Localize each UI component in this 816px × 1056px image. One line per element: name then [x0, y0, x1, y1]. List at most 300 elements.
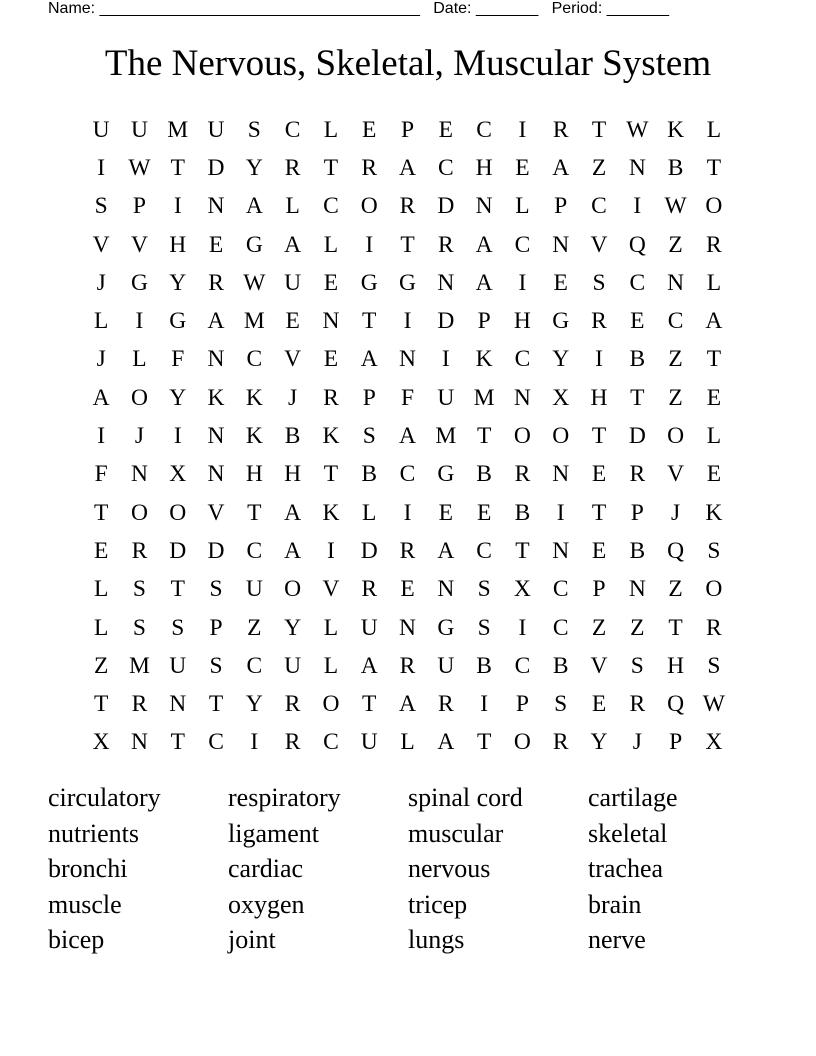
grid-letter: E — [515, 154, 530, 181]
grid-letter: N — [552, 231, 570, 258]
grid-letter: S — [554, 691, 568, 718]
grid-letter: P — [209, 614, 223, 641]
grid-letter: S — [247, 116, 261, 143]
grid-letter: N — [130, 729, 148, 756]
grid-letter: A — [245, 193, 263, 220]
grid-letter: A — [284, 231, 302, 258]
grid-letter: V — [590, 231, 608, 258]
grid-letter: I — [403, 499, 412, 526]
grid-letter: I — [135, 308, 144, 335]
grid-letter: G — [437, 614, 455, 641]
word-list-item: joint — [228, 925, 276, 955]
grid-letter: S — [592, 269, 606, 296]
grid-letter: O — [705, 193, 723, 220]
grid-letter: H — [245, 461, 263, 488]
grid-letter: M — [473, 384, 495, 411]
grid-letter: Z — [630, 614, 645, 641]
grid-letter: Z — [247, 614, 262, 641]
grid-letter: M — [243, 308, 265, 335]
grid-letter: M — [128, 652, 150, 679]
grid-letter: Y — [552, 346, 570, 373]
grid-letter: Q — [667, 537, 685, 564]
grid-letter: F — [171, 346, 185, 373]
grid-letter: I — [250, 729, 259, 756]
grid-letter: L — [515, 193, 530, 220]
grid-letter: L — [323, 116, 339, 143]
grid-letter: O — [130, 499, 148, 526]
grid-letter: J — [671, 499, 681, 526]
grid-letter: N — [399, 614, 417, 641]
grid-letter: J — [134, 423, 145, 450]
grid-letter: E — [93, 537, 109, 564]
grid-letter: C — [552, 576, 569, 603]
grid-letter: N — [207, 346, 225, 373]
grid-letter: W — [128, 154, 151, 181]
grid-letter: N — [169, 691, 187, 718]
grid-letter: F — [94, 461, 108, 488]
grid-letter: S — [477, 576, 491, 603]
grid-letter: P — [400, 116, 415, 143]
grid-letter: I — [173, 423, 182, 450]
word-list-item: muscular — [408, 818, 504, 848]
grid-letter: I — [518, 614, 527, 641]
grid-letter: A — [475, 231, 493, 258]
grid-letter: S — [171, 614, 185, 641]
grid-letter: C — [514, 346, 531, 373]
grid-letter: T — [706, 154, 722, 181]
grid-letter: I — [327, 537, 335, 564]
word-list-item: bronchi — [48, 854, 128, 884]
grid-letter: N — [207, 423, 225, 450]
grid-letter: T — [515, 537, 530, 564]
grid-letter: H — [590, 384, 608, 411]
grid-letter: A — [399, 423, 417, 450]
grid-letter: E — [591, 691, 607, 718]
grid-letter: L — [362, 499, 377, 526]
grid-letter: E — [438, 116, 453, 143]
grid-letter: U — [437, 384, 455, 411]
grid-letter: C — [667, 308, 684, 335]
grid-letter: I — [441, 346, 450, 373]
word-list-item: lungs — [408, 925, 465, 955]
grid-letter: N — [207, 193, 225, 220]
grid-letter: V — [92, 231, 110, 258]
grid-letter: T — [323, 461, 339, 488]
grid-letter: T — [362, 308, 377, 335]
grid-letter: R — [629, 461, 646, 488]
grid-letter: R — [131, 691, 148, 718]
grid-letter: U — [92, 116, 110, 143]
grid-letter: S — [132, 614, 146, 641]
grid-letter: A — [399, 154, 417, 181]
grid-letter: R — [284, 154, 301, 181]
grid-letter: T — [630, 384, 645, 411]
grid-letter: V — [667, 461, 685, 488]
grid-letter: Z — [668, 231, 683, 258]
word-list-item: tricep — [408, 889, 468, 919]
grid-letter: V — [590, 652, 608, 679]
grid-letter: E — [553, 269, 568, 296]
grid-letter: P — [669, 729, 683, 756]
grid-letter: K — [245, 423, 263, 450]
grid-letter: L — [93, 576, 109, 603]
word-list — [48, 780, 768, 958]
grid-letter: T — [591, 499, 607, 526]
grid-letter: H — [513, 308, 531, 335]
grid-letter: I — [518, 116, 527, 143]
grid-letter: P — [132, 193, 146, 220]
grid-letter: K — [245, 384, 263, 411]
grid-letter: H — [475, 154, 493, 181]
grid-letter: C — [514, 231, 531, 258]
grid-letter: N — [437, 576, 455, 603]
grid-letter: A — [705, 308, 723, 335]
grid-letter: D — [207, 537, 225, 564]
grid-letter: O — [284, 576, 302, 603]
grid-letter: P — [554, 193, 568, 220]
grid-letter: E — [323, 346, 339, 373]
grid-letter: Q — [628, 231, 646, 258]
grid-letter: N — [322, 308, 340, 335]
grid-letter: T — [93, 499, 109, 526]
grid-letter: T — [476, 729, 492, 756]
grid-letter: C — [246, 346, 263, 373]
grid-letter: T — [93, 691, 109, 718]
grid-letter: B — [552, 652, 569, 679]
grid-letter: A — [437, 537, 455, 564]
grid-letter: K — [207, 384, 225, 411]
grid-letter: X — [92, 729, 110, 756]
grid-letter: S — [707, 652, 721, 679]
grid-letter: Y — [169, 384, 187, 411]
grid-letter: E — [323, 269, 339, 296]
grid-letter: C — [323, 729, 339, 756]
grid-letter: G — [437, 461, 455, 488]
grid-letter: D — [437, 308, 455, 335]
grid-letter: N — [207, 461, 225, 488]
grid-letter: R — [399, 193, 416, 220]
grid-letter: L — [706, 269, 722, 296]
grid-letter: W — [626, 116, 649, 143]
grid-letter: L — [132, 346, 147, 373]
grid-letter: O — [513, 729, 531, 756]
grid-letter: U — [284, 269, 302, 296]
grid-letter: S — [362, 423, 376, 450]
word-list-item: nerve — [588, 925, 646, 955]
grid-letter: V — [322, 576, 340, 603]
grid-letter: B — [476, 652, 492, 679]
grid-letter: L — [706, 423, 722, 450]
grid-letter: G — [245, 231, 263, 258]
grid-letter: O — [667, 423, 685, 450]
grid-letter: S — [477, 614, 491, 641]
grid-letter: K — [322, 499, 340, 526]
grid-letter: J — [96, 269, 106, 296]
grid-letter: T — [170, 154, 185, 181]
grid-letter: D — [207, 154, 225, 181]
word-list-item: cartilage — [588, 783, 678, 812]
grid-letter: O — [552, 423, 570, 450]
grid-letter: U — [169, 652, 187, 679]
grid-letter: I — [365, 231, 374, 258]
grid-letter: R — [361, 576, 378, 603]
grid-letter: S — [209, 652, 223, 679]
grid-letter: T — [170, 729, 185, 756]
grid-letter: H — [667, 652, 685, 679]
grid-letter: E — [706, 461, 722, 488]
grid-letter: G — [399, 269, 417, 296]
grid-letter: N — [667, 269, 685, 296]
grid-letter: Y — [245, 691, 263, 718]
grid-letter: C — [552, 614, 569, 641]
grid-letter: A — [360, 652, 378, 679]
word-list-item: nervous — [408, 854, 491, 884]
grid-letter: N — [552, 461, 570, 488]
grid-letter: L — [706, 116, 722, 143]
grid-letter: R — [706, 231, 722, 258]
grid-letter: R — [552, 116, 569, 143]
grid-letter: A — [360, 346, 378, 373]
grid-letter: J — [632, 729, 642, 756]
grid-letter: A — [552, 154, 570, 181]
grid-letter: N — [475, 193, 493, 220]
grid-letter: D — [628, 423, 646, 450]
grid-letter: M — [435, 423, 457, 450]
grid-letter: R — [284, 729, 301, 756]
grid-letter: E — [476, 499, 492, 526]
grid-letter: I — [595, 346, 603, 373]
grid-letter: Z — [668, 384, 683, 411]
grid-letter: L — [93, 308, 109, 335]
grid-letter: S — [630, 652, 644, 679]
grid-letter: V — [130, 231, 148, 258]
grid-letter: W — [664, 193, 687, 220]
word-list-item: brain — [588, 889, 642, 919]
word-list-item: skeletal — [588, 818, 668, 848]
grid-letter: T — [247, 499, 262, 526]
grid-letter: G — [169, 308, 187, 335]
grid-letter: B — [629, 346, 646, 373]
grid-letter: C — [476, 537, 492, 564]
grid-letter: C — [476, 116, 492, 143]
grid-letter: T — [362, 691, 377, 718]
grid-letter: Z — [591, 154, 607, 181]
grid-letter: T — [591, 423, 607, 450]
grid-letter: I — [173, 193, 182, 220]
grid-letter: Z — [591, 614, 607, 641]
grid-letter: G — [552, 308, 570, 335]
grid-letter: V — [284, 346, 302, 373]
grid-letter: E — [630, 308, 645, 335]
grid-letter: A — [284, 499, 302, 526]
grid-letter: N — [513, 384, 531, 411]
grid-letter: B — [514, 499, 531, 526]
grid-letter: N — [399, 346, 417, 373]
grid-letter: X — [705, 729, 723, 756]
grid-letter: K — [667, 116, 685, 143]
grid-letter: T — [476, 423, 492, 450]
grid-letter: T — [668, 614, 683, 641]
grid-letter: N — [628, 576, 646, 603]
grid-letter: A — [437, 729, 455, 756]
grid-letter: F — [400, 384, 415, 411]
header-fields: Name: ____________________________________ Date: _______ Period: _______ — [48, 0, 669, 17]
grid-letter: N — [130, 461, 148, 488]
grid-letter: P — [515, 691, 529, 718]
grid-letter: C — [591, 193, 607, 220]
grid-letter: T — [591, 116, 607, 143]
grid-letter: A — [284, 537, 302, 564]
grid-letter: J — [288, 384, 298, 411]
grid-letter: B — [476, 461, 492, 488]
grid-letter: K — [322, 423, 340, 450]
grid-letter: E — [591, 537, 607, 564]
grid-letter: C — [514, 652, 531, 679]
grid-letter: A — [207, 308, 225, 335]
grid-letter: C — [323, 193, 339, 220]
grid-letter: P — [630, 499, 644, 526]
word-list-item: cardiac — [228, 854, 304, 884]
grid-letter: N — [552, 537, 570, 564]
grid-letter: I — [480, 691, 489, 718]
grid-letter: R — [437, 231, 454, 258]
grid-letter: L — [285, 193, 300, 220]
grid-letter: Q — [667, 691, 685, 718]
grid-letter: I — [97, 154, 106, 181]
word-search-grid — [82, 111, 733, 762]
grid-letter: Z — [668, 576, 683, 603]
word-list-item: respiratory — [228, 783, 341, 812]
word-list-item: nutrients — [48, 818, 139, 848]
grid-letter: R — [552, 729, 569, 756]
grid-letter: R — [706, 614, 722, 641]
grid-letter: O — [705, 576, 723, 603]
grid-letter: U — [437, 652, 455, 679]
grid-letter: L — [323, 652, 339, 679]
word-list-item: spinal cord — [408, 783, 523, 812]
grid-letter: R — [131, 537, 148, 564]
grid-letter: B — [667, 154, 684, 181]
grid-letter: M — [167, 116, 189, 143]
grid-letter: L — [400, 729, 415, 756]
grid-letter: D — [169, 537, 187, 564]
grid-letter: D — [437, 193, 455, 220]
word-list-item: circulatory — [48, 783, 161, 812]
grid-letter: I — [518, 269, 527, 296]
grid-letter: P — [477, 308, 491, 335]
grid-letter: B — [629, 537, 646, 564]
grid-letter: A — [92, 384, 110, 411]
word-list-item: bicep — [48, 925, 105, 955]
grid-letter: I — [556, 499, 565, 526]
grid-letter: E — [706, 384, 722, 411]
grid-letter: O — [360, 193, 378, 220]
grid-letter: A — [399, 691, 417, 718]
grid-letter: L — [323, 231, 339, 258]
grid-letter: C — [208, 729, 224, 756]
grid-letter: P — [362, 384, 376, 411]
grid-letter: U — [360, 729, 378, 756]
grid-letter: B — [361, 461, 378, 488]
grid-letter: R — [399, 537, 416, 564]
grid-letter: S — [707, 537, 721, 564]
grid-letter: I — [633, 193, 642, 220]
grid-letter: C — [284, 116, 301, 143]
grid-letter: T — [323, 154, 339, 181]
grid-letter: C — [399, 461, 416, 488]
grid-letter: O — [513, 423, 531, 450]
grid-letter: X — [552, 384, 570, 411]
grid-letter: E — [400, 576, 415, 603]
grid-letter: Y — [590, 729, 608, 756]
grid-letter: O — [169, 499, 187, 526]
grid-letter: C — [246, 537, 263, 564]
grid-letter: R — [514, 461, 531, 488]
grid-letter: T — [170, 576, 185, 603]
grid-letter: C — [629, 269, 646, 296]
grid-letter: T — [400, 231, 415, 258]
grid-letter: G — [130, 269, 148, 296]
grid-letter: R — [437, 691, 454, 718]
grid-letter: Y — [284, 614, 302, 641]
grid-letter: R — [591, 308, 607, 335]
grid-letter: U — [360, 614, 378, 641]
grid-letter: N — [628, 154, 646, 181]
word-list-item: oxygen — [228, 889, 305, 919]
grid-letter: R — [399, 652, 416, 679]
grid-letter: N — [437, 269, 455, 296]
grid-letter: I — [403, 308, 412, 335]
grid-letter: P — [592, 576, 606, 603]
grid-letter: O — [130, 384, 148, 411]
grid-letter: S — [209, 576, 223, 603]
grid-letter: U — [130, 116, 148, 143]
grid-letter: B — [284, 423, 301, 450]
grid-letter: E — [208, 231, 224, 258]
grid-letter: S — [132, 576, 146, 603]
grid-letter: R — [208, 269, 224, 296]
grid-letter: R — [361, 154, 378, 181]
grid-letter: J — [96, 346, 106, 373]
grid-letter: Y — [245, 154, 263, 181]
grid-letter: H — [284, 461, 302, 488]
grid-letter: L — [93, 614, 109, 641]
grid-letter: U — [207, 116, 225, 143]
grid-letter: K — [475, 346, 493, 373]
grid-letter: E — [591, 461, 607, 488]
grid-letter: W — [243, 269, 266, 296]
grid-letter: R — [323, 384, 339, 411]
grid-letter: H — [169, 231, 187, 258]
word-list-item: trachea — [588, 854, 664, 884]
grid-letter: X — [513, 576, 531, 603]
grid-letter: E — [438, 499, 453, 526]
grid-letter: R — [284, 691, 301, 718]
grid-letter: T — [706, 346, 722, 373]
grid-letter: K — [705, 499, 723, 526]
grid-letter: Y — [169, 269, 187, 296]
grid-letter: C — [437, 154, 454, 181]
grid-letter: A — [475, 269, 493, 296]
grid-letter: O — [322, 691, 340, 718]
grid-letter: T — [208, 691, 224, 718]
grid-letter: C — [246, 652, 263, 679]
grid-letter: U — [245, 576, 263, 603]
grid-letter: V — [207, 499, 225, 526]
page-title: The Nervous, Skeletal, Muscular System — [104, 43, 712, 84]
word-list-item: muscle — [48, 889, 122, 919]
grid-letter: W — [702, 691, 725, 718]
